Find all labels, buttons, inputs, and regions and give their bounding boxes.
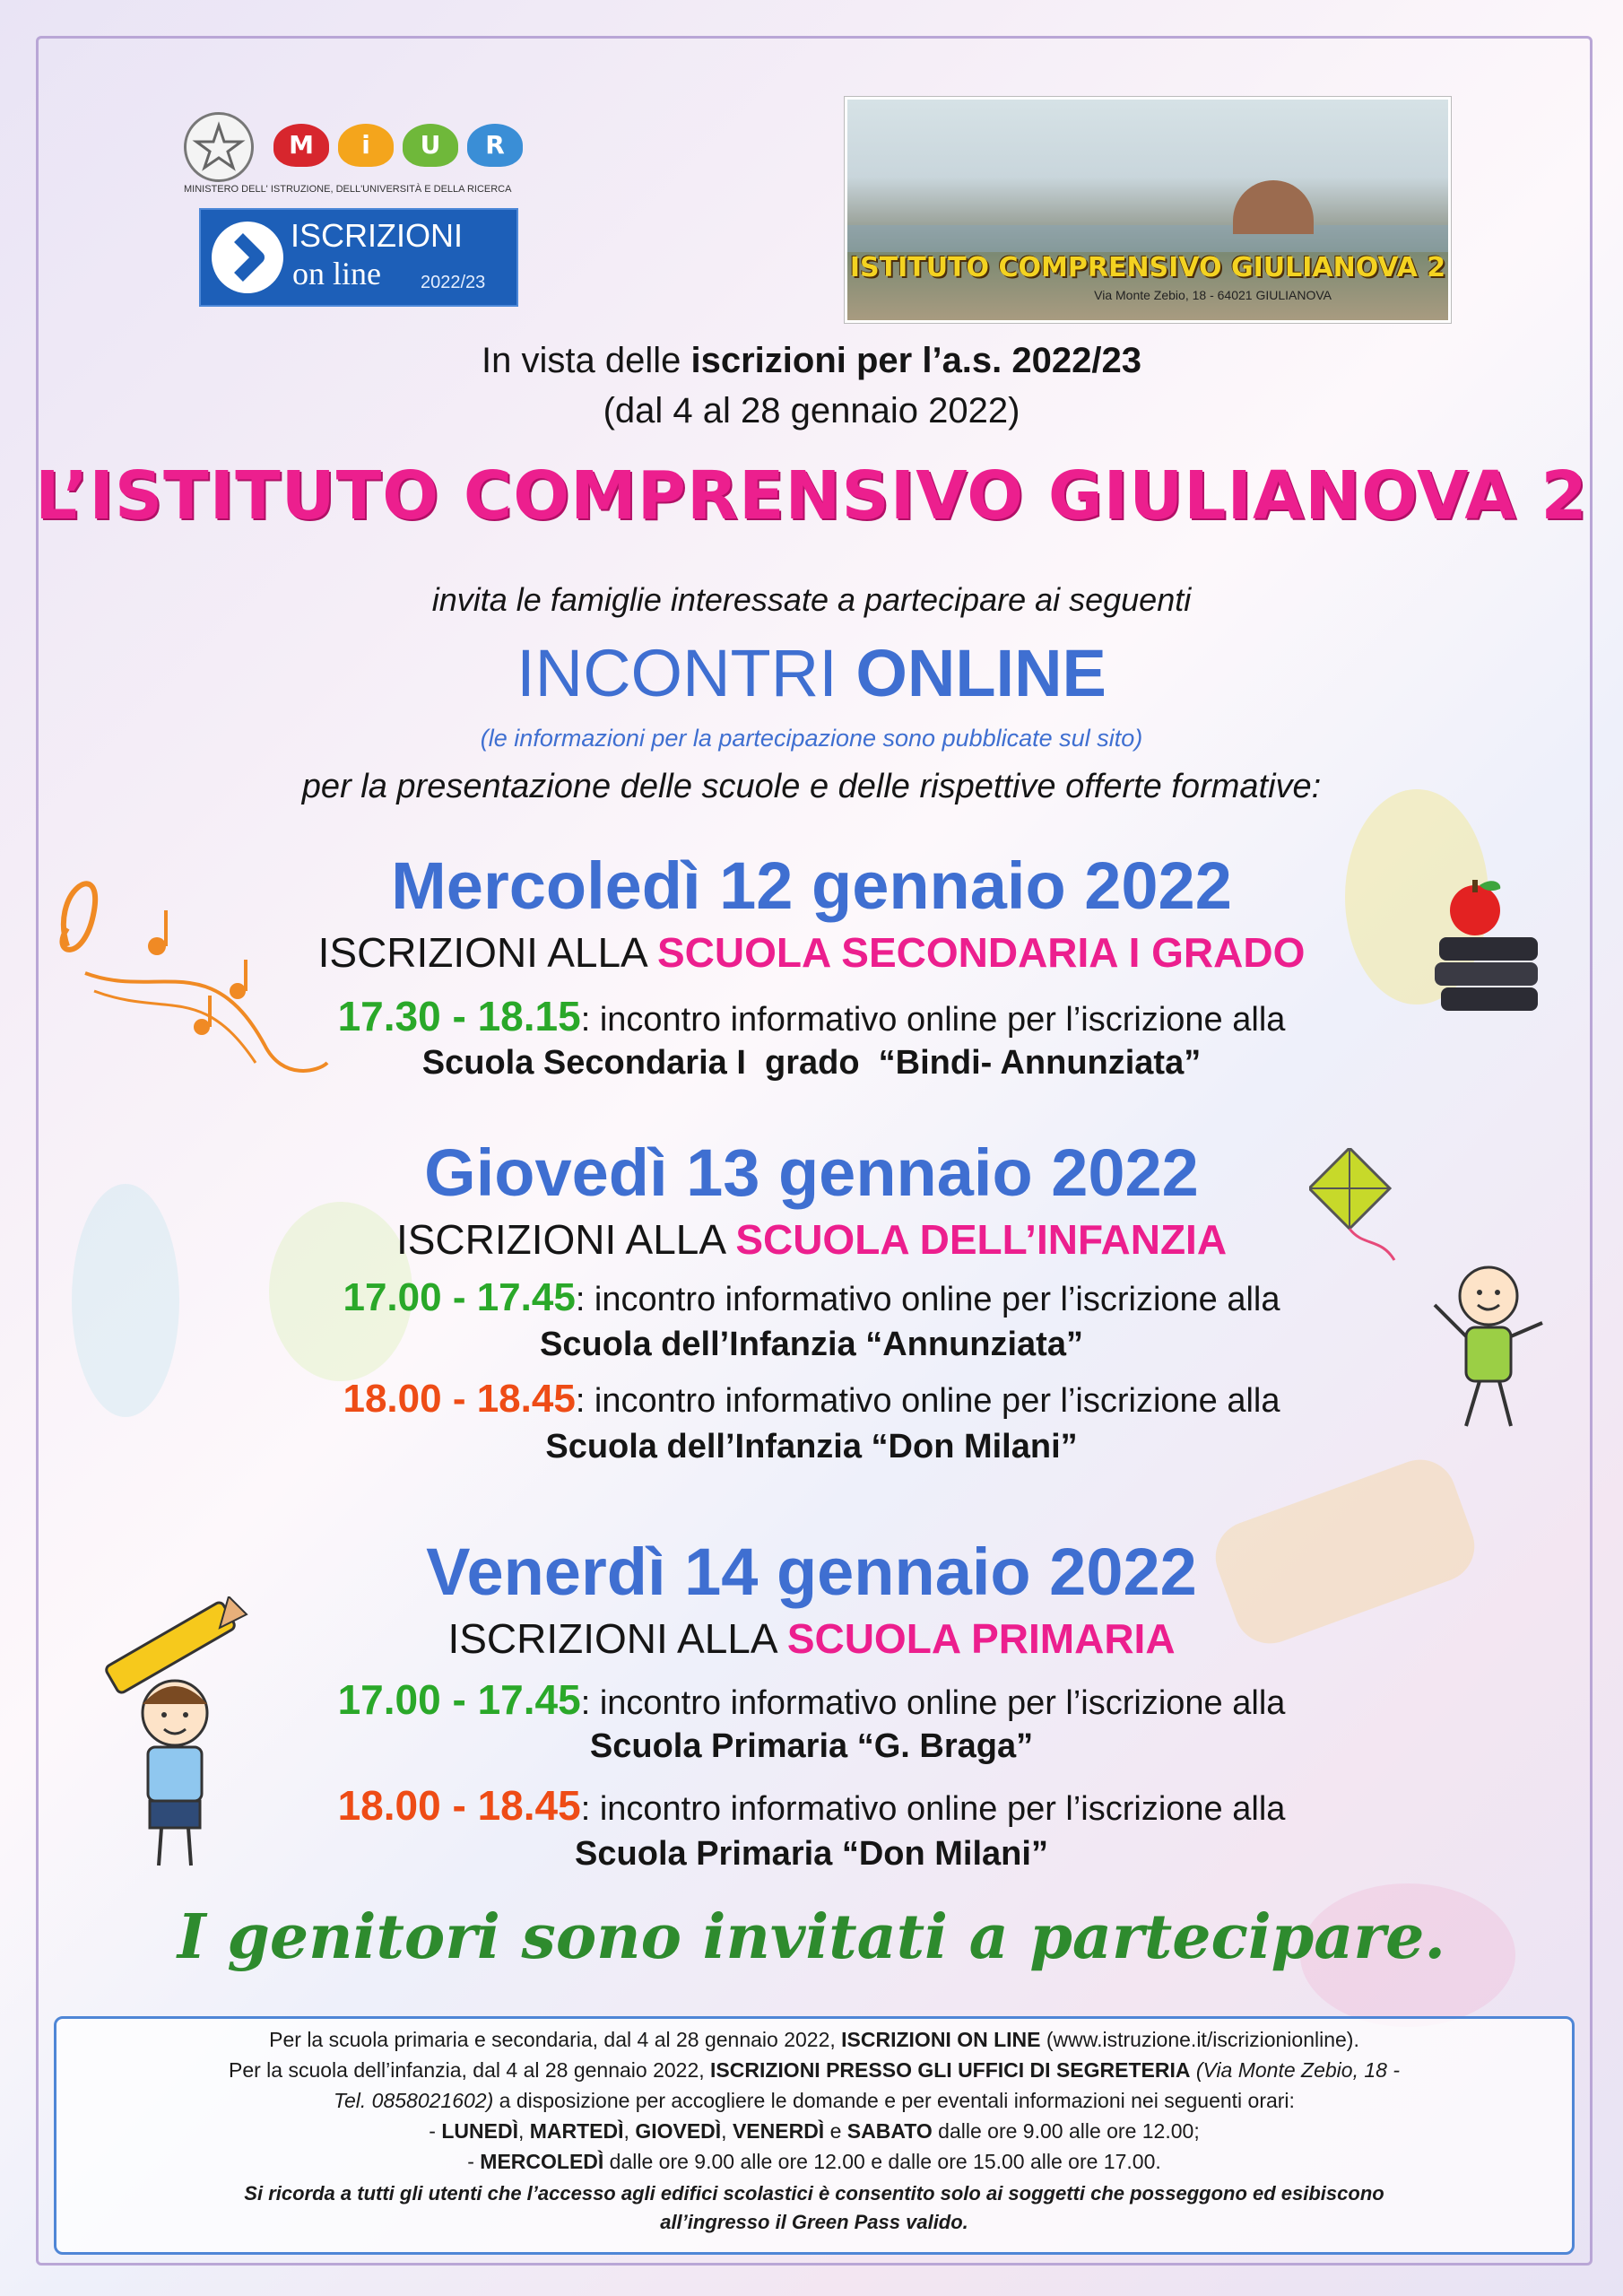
event-3-slot-2-text: : incontro informativo online per l’iscrizione alla [580, 1790, 1286, 1828]
event-1-date: Mercoledì 12 gennaio 2022 [391, 848, 1232, 923]
info-line-6: Si ricorda a tutti gli utenti che l’accesso agli edifici scolastici è consentito solo ai soggetti che posseggono ed esibiscono [244, 2182, 1384, 2205]
presentation-text: per la presentazione delle scuole e delle rispettive offerte formative: [301, 768, 1322, 805]
info-l4-sep-3: , [721, 2119, 733, 2143]
incontri-word: INCONTRI [516, 636, 838, 710]
child-pencil-icon [85, 1596, 251, 1874]
ministry-caption: MINISTERO DELL' ISTRUZIONE, DELL'UNIVERSITÀ E DELLA RICERCA [184, 184, 512, 195]
info-l2-italic: (Via Monte Zebio, 18 - [1190, 2058, 1400, 2082]
iscrizioni-logo-line2: on line [292, 256, 381, 291]
event-3-heading-school: SCUOLA PRIMARIA [786, 1615, 1176, 1662]
republic-emblem-icon [184, 112, 254, 182]
school-banner-name: ISTITUTO COMPRENSIVO GIULIANOVA 2 [849, 252, 1446, 283]
event-3-slot-1-time: 17.00 - 17.45 [337, 1676, 581, 1723]
online-word: ONLINE [855, 636, 1107, 710]
info-line-5 [56, 2150, 1572, 2174]
event-2-heading-school: SCUOLA DELL’INFANZIA [735, 1216, 1228, 1263]
event-2-slot-1-text: : incontro informativo online per l’iscrizione alla [575, 1281, 1280, 1318]
event-2-slot-2-time: 18.00 - 18.45 [343, 1377, 576, 1421]
info-l2-bold: ISCRIZIONI PRESSO GLI UFFICI DI SEGRETERIA [710, 2058, 1191, 2082]
child-kite-icon [1426, 1251, 1551, 1439]
info-line-7: all’ingresso il Green Pass valido. [660, 2211, 968, 2233]
info-l2-pre: Per la scuola dell’infanzia, dal 4 al 28 gennaio 2022, [228, 2058, 711, 2082]
incontri-online-heading [0, 635, 1623, 711]
event-2-heading-pre: ISCRIZIONI ALLA [395, 1216, 736, 1263]
info-l4-dash: - [429, 2119, 442, 2143]
info-line-4 [56, 2119, 1572, 2144]
event-1-heading-pre: ISCRIZIONI ALLA [317, 929, 657, 976]
info-l4-and: e [824, 2119, 847, 2143]
info-l4-day-1: LUNEDÌ [441, 2119, 518, 2143]
closing-invitation: I genitori sono invitati a partecipare. [177, 1901, 1446, 1973]
banner-sea [847, 225, 1448, 252]
event-1-slot-1-text: : incontro informativo online per l’iscrizione alla [580, 1001, 1286, 1039]
miur-letter-u: U [403, 124, 458, 167]
iscrizioni-logo-year: 2022/23 [421, 273, 486, 292]
intro-bold: iscrizioni per l’a.s. 2022/23 [690, 341, 1141, 380]
school-banner [845, 97, 1451, 323]
event-3-date: Venerdì 14 gennaio 2022 [426, 1535, 1197, 1609]
info-l3-italic: Tel. 0858021602) [334, 2089, 494, 2112]
participation-note: (le informazioni per la partecipazione sono pubblicate sul sito) [480, 725, 1143, 752]
event-2-slot-1-time: 17.00 - 17.45 [343, 1275, 576, 1319]
event-3-slot-1-text: : incontro informativo online per l’iscrizione alla [580, 1684, 1286, 1722]
info-l4-day-3: GIOVEDÌ [635, 2119, 722, 2143]
event-2-slot-1-school: Scuola dell’Infanzia “Annunziata” [540, 1326, 1083, 1363]
event-2-slot-2 [0, 1377, 1623, 1422]
kite-icon [1309, 1148, 1426, 1265]
page-title: L’ISTITUTO COMPRENSIVO GIULIANOVA 2 [35, 457, 1588, 535]
info-l4-day-2: MARTEDÌ [529, 2119, 624, 2143]
iscrizioni-online-logo [199, 208, 518, 307]
intro-line-2: (dal 4 al 28 gennaio 2022) [603, 391, 1020, 430]
info-l5-day: MERCOLEDÌ [480, 2150, 604, 2173]
info-l5-dash: - [467, 2150, 481, 2173]
event-3-heading-pre: ISCRIZIONI ALLA [447, 1615, 787, 1662]
info-l4-sep-1: , [517, 2119, 530, 2143]
miur-logo [273, 117, 525, 172]
info-line-1 [56, 2028, 1572, 2052]
event-3-slot-1-school: Scuola Primaria “G. Braga” [589, 1727, 1034, 1765]
banner-dome [1233, 180, 1314, 234]
info-l4-day-4: VENERDÌ [732, 2119, 825, 2143]
invite-text: invita le famiglie interessate a partecipare ai seguenti [431, 581, 1192, 618]
intro-pre: In vista delle [482, 341, 691, 380]
event-3-slot-2-school: Scuola Primaria “Don Milani” [575, 1835, 1048, 1873]
event-1-slot-1-school: Scuola Secondaria I grado “Bindi- Annunziata” [421, 1044, 1202, 1082]
intro-line-1 [0, 341, 1623, 381]
iscrizioni-logo-line1: ISCRIZIONI [291, 217, 464, 254]
event-3-slot-2-time: 18.00 - 18.45 [337, 1782, 581, 1829]
miur-letter-r: R [467, 124, 523, 167]
event-2-slot-1 [0, 1275, 1623, 1320]
event-1-heading-school: SCUOLA SECONDARIA I GRADO [656, 929, 1306, 976]
school-banner-address [847, 288, 1448, 302]
music-notes-icon [31, 839, 336, 1099]
event-2-slot-2-school: Scuola dell’Infanzia “Don Milani” [545, 1428, 1078, 1465]
school-banner-address-text: Via Monte Zebio, 18 - 64021 GIULIANOVA [1094, 288, 1332, 302]
info-l1-post: (www.istruzione.it/iscrizionionline). [1040, 2028, 1359, 2051]
event-1-slot-1-time: 17.30 - 18.15 [337, 993, 581, 1039]
info-l4-post: dalle ore 9.00 alle ore 12.00; [932, 2119, 1200, 2143]
info-l5-post: dalle ore 9.00 alle ore 12.00 e dalle ore 15.00 alle ore 17.00. [603, 2150, 1161, 2173]
enrollment-info-box [54, 2016, 1575, 2255]
info-l1-bold: ISCRIZIONI ON LINE [841, 2028, 1041, 2051]
info-l1-pre: Per la scuola primaria e secondaria, dal 4 al 28 gennaio 2022, [269, 2028, 842, 2051]
info-l4-sep-2: , [623, 2119, 636, 2143]
info-l3-post: a disposizione per accogliere le domande e per eventali informazioni nei seguenti orari: [493, 2089, 1295, 2112]
info-l4-day-5: SABATO [846, 2119, 933, 2143]
info-line-2 [56, 2058, 1572, 2083]
event-2-date: Giovedì 13 gennaio 2022 [424, 1135, 1199, 1210]
miur-letter-m: M [273, 124, 329, 167]
event-2-slot-2-text: : incontro informativo online per l’iscrizione alla [575, 1382, 1280, 1420]
apple-books-icon [1430, 874, 1547, 1018]
info-line-3 [56, 2089, 1572, 2113]
chevron-right-icon [212, 222, 283, 293]
miur-letter-i: i [338, 124, 394, 167]
